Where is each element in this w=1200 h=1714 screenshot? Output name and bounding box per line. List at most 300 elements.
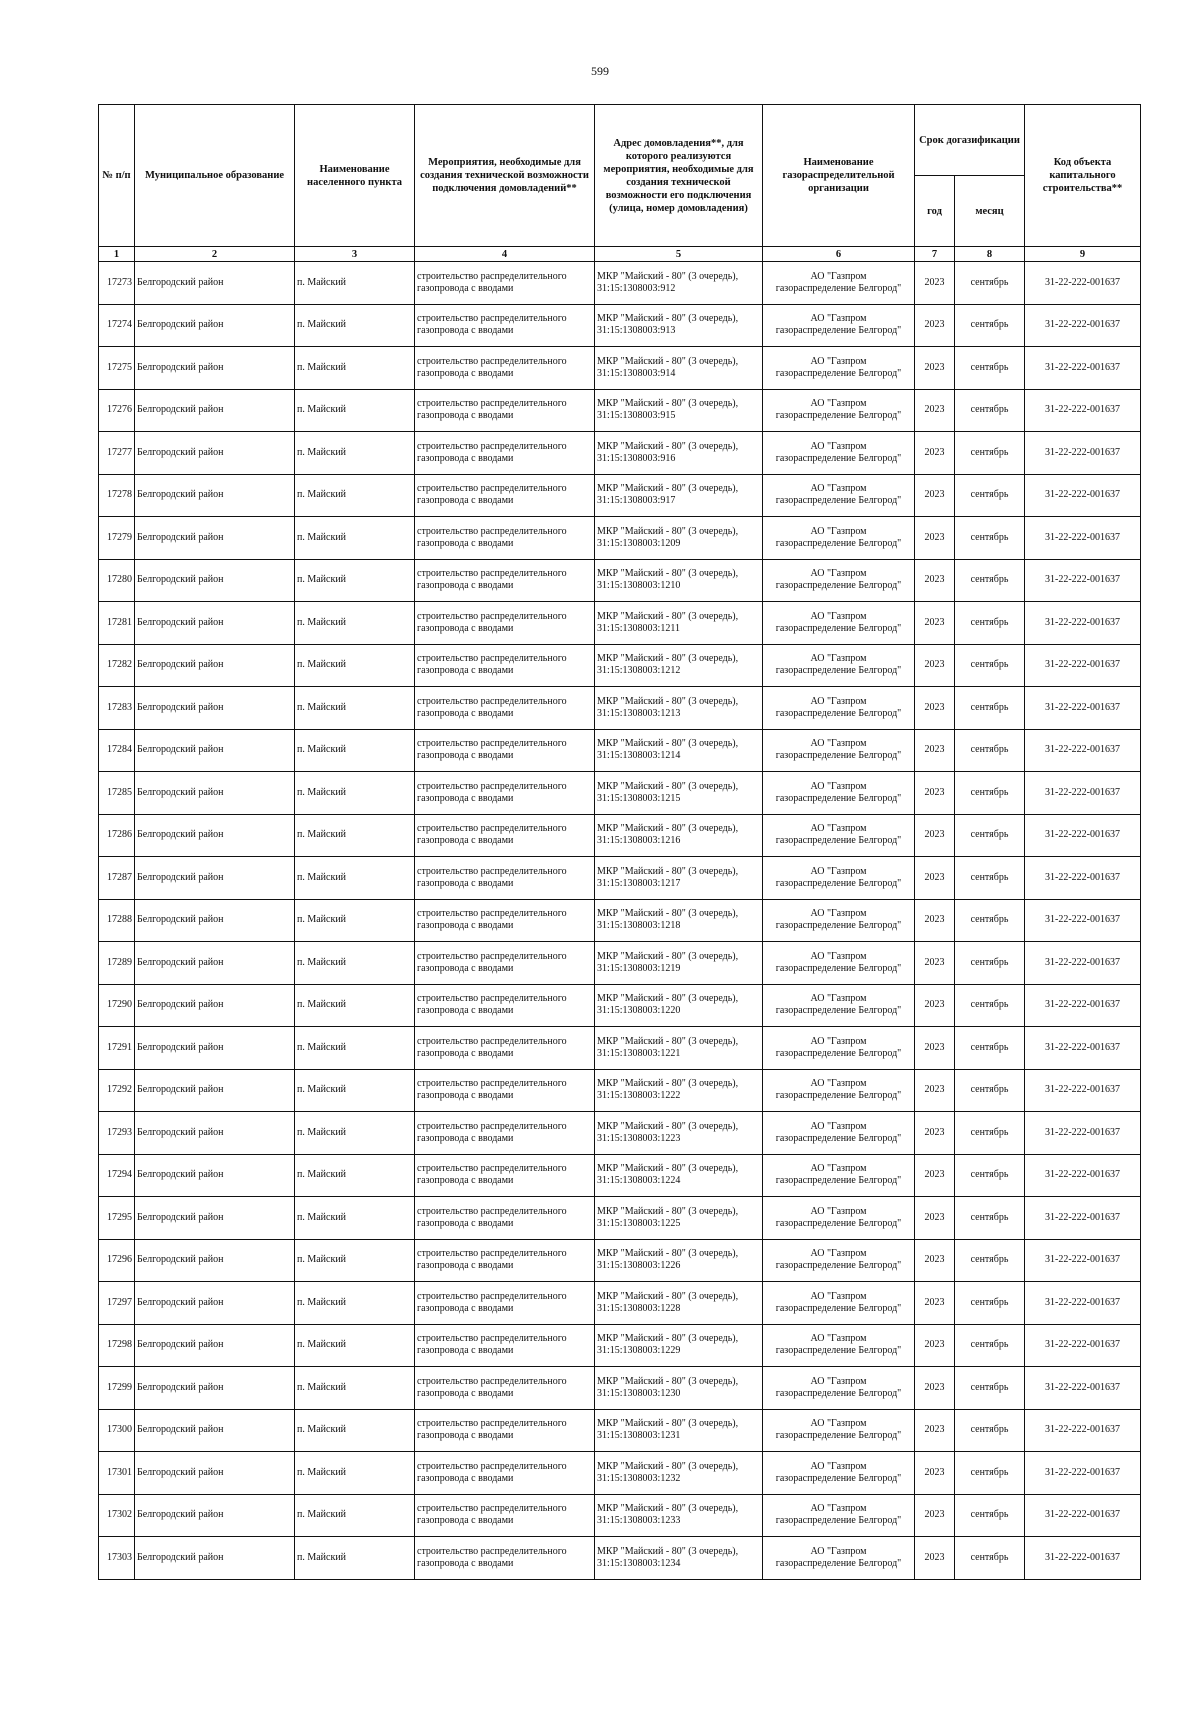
table-row: [99, 389, 1141, 432]
cell-municipality: Белгородский район: [135, 1367, 295, 1410]
cell-org-line2: газораспределение Белгород": [775, 920, 902, 932]
header-org: Наименование газораспределительной организации: [763, 105, 915, 247]
cell-org: [763, 729, 915, 772]
cell-num: 17292: [99, 1069, 135, 1112]
cell-code: 31-22-222-001637: [1025, 1452, 1141, 1495]
cell-month: сентябрь: [955, 304, 1025, 347]
cell-code: 31-22-222-001637: [1025, 304, 1141, 347]
cell-code: 31-22-222-001637: [1025, 729, 1141, 772]
cell-address: [595, 1452, 763, 1495]
cell-municipality: Белгородский район: [135, 432, 295, 475]
cell-num: 17277: [99, 432, 135, 475]
cell-municipality: Белгородский район: [135, 389, 295, 432]
cell-settlement: п. Майский: [295, 644, 415, 687]
cell-address-cadastral: 31:15:1308003:1220: [597, 1005, 681, 1017]
table-row: [99, 1537, 1141, 1580]
cell-org-line2: газораспределение Белгород": [775, 1175, 902, 1187]
cell-org-line2: газораспределение Белгород": [775, 1260, 902, 1272]
table-row: [99, 857, 1141, 900]
cell-month: сентябрь: [955, 389, 1025, 432]
cell-address-street: МКР "Майский - 80" (3 очередь),: [597, 610, 739, 622]
cell-num: 17288: [99, 899, 135, 942]
cell-org-line2: газораспределение Белгород": [775, 792, 902, 804]
cell-address-street: МКР "Майский - 80" (3 очередь),: [597, 1078, 739, 1090]
cell-measure: строительство распределительного газопровода с вводами: [415, 1409, 595, 1452]
cell-code: 31-22-222-001637: [1025, 644, 1141, 687]
cell-code: 31-22-222-001637: [1025, 1367, 1141, 1410]
cell-year: 2023: [915, 1154, 955, 1197]
cell-measure: строительство распределительного газопровода с вводами: [415, 984, 595, 1027]
cell-address-cadastral: 31:15:1308003:912: [597, 282, 676, 294]
cell-address: [595, 687, 763, 730]
cell-address-cadastral: 31:15:1308003:1216: [597, 835, 681, 847]
table-row: [99, 899, 1141, 942]
cell-settlement: п. Майский: [295, 304, 415, 347]
cell-address-cadastral: 31:15:1308003:1232: [597, 1472, 681, 1484]
cell-org-line2: газораспределение Белгород": [775, 452, 902, 464]
cell-municipality: Белгородский район: [135, 602, 295, 645]
cell-year: 2023: [915, 1367, 955, 1410]
cell-month: сентябрь: [955, 1494, 1025, 1537]
cell-org-line1: АО "Газпром: [810, 440, 867, 452]
header-municipality: Муниципальное образование: [135, 105, 295, 247]
header-address: Адрес домовладения**, для которого реализуются мероприятия, необходимые для создания технической возможности его подключения (улица, номер домовладения): [595, 105, 763, 247]
cell-address-cadastral: 31:15:1308003:1218: [597, 920, 681, 932]
cell-year: 2023: [915, 559, 955, 602]
cell-address: [595, 857, 763, 900]
header-month: месяц: [955, 176, 1025, 247]
cell-year: 2023: [915, 814, 955, 857]
cell-org-line2: газораспределение Белгород": [775, 622, 902, 634]
cell-org-line1: АО "Газпром: [810, 1375, 867, 1387]
cell-org-line1: АО "Газпром: [810, 1078, 867, 1090]
cell-address-street: МКР "Майский - 80" (3 очередь),: [597, 695, 739, 707]
table-row: [99, 1112, 1141, 1155]
cell-address: [595, 1409, 763, 1452]
cell-num: 17298: [99, 1324, 135, 1367]
cell-org: [763, 1154, 915, 1197]
cell-year: 2023: [915, 772, 955, 815]
cell-month: сентябрь: [955, 1324, 1025, 1367]
table-row: [99, 1027, 1141, 1070]
cell-org-line1: АО "Газпром: [810, 610, 867, 622]
cell-org-line1: АО "Газпром: [810, 1545, 867, 1557]
cell-num: 17281: [99, 602, 135, 645]
cell-org-line2: газораспределение Белгород": [775, 665, 902, 677]
cell-month: сентябрь: [955, 1367, 1025, 1410]
cell-municipality: Белгородский район: [135, 1112, 295, 1155]
cell-address-street: МКР "Майский - 80" (3 очередь),: [597, 1375, 739, 1387]
cell-num: 17278: [99, 474, 135, 517]
cell-month: сентябрь: [955, 517, 1025, 560]
cell-org-line1: АО "Газпром: [810, 313, 867, 325]
cell-num: 17286: [99, 814, 135, 857]
cell-settlement: п. Майский: [295, 772, 415, 815]
cell-address: [595, 729, 763, 772]
table-header: [99, 105, 1141, 262]
cell-year: 2023: [915, 1197, 955, 1240]
table-row: [99, 262, 1141, 305]
cell-year: 2023: [915, 432, 955, 475]
cell-month: сентябрь: [955, 474, 1025, 517]
cell-num: 17276: [99, 389, 135, 432]
table-row: [99, 814, 1141, 857]
cell-address-cadastral: 31:15:1308003:913: [597, 325, 676, 337]
cell-address-cadastral: 31:15:1308003:1229: [597, 1345, 681, 1357]
cell-address-cadastral: 31:15:1308003:1222: [597, 1090, 681, 1102]
cell-year: 2023: [915, 1452, 955, 1495]
cell-org-line2: газораспределение Белгород": [775, 1387, 902, 1399]
cell-address-street: МКР "Майский - 80" (3 очередь),: [597, 483, 739, 495]
column-number: 9: [1025, 247, 1141, 262]
cell-year: 2023: [915, 1112, 955, 1155]
cell-address-street: МКР "Майский - 80" (3 очередь),: [597, 908, 739, 920]
cell-address-street: МКР "Майский - 80" (3 очередь),: [597, 993, 739, 1005]
cell-settlement: п. Майский: [295, 517, 415, 560]
cell-num: 17289: [99, 942, 135, 985]
cell-municipality: Белгородский район: [135, 984, 295, 1027]
cell-address-cadastral: 31:15:1308003:1210: [597, 580, 681, 592]
cell-address-cadastral: 31:15:1308003:1215: [597, 792, 681, 804]
cell-year: 2023: [915, 1537, 955, 1580]
cell-org-line2: газораспределение Белгород": [775, 282, 902, 294]
cell-code: 31-22-222-001637: [1025, 857, 1141, 900]
column-number: 1: [99, 247, 135, 262]
cell-month: сентябрь: [955, 1069, 1025, 1112]
cell-address-cadastral: 31:15:1308003:1212: [597, 665, 681, 677]
cell-settlement: п. Майский: [295, 559, 415, 602]
cell-measure: строительство распределительного газопровода с вводами: [415, 942, 595, 985]
cell-year: 2023: [915, 1409, 955, 1452]
cell-settlement: п. Майский: [295, 729, 415, 772]
cell-org-line1: АО "Газпром: [810, 355, 867, 367]
table-row: [99, 942, 1141, 985]
cell-year: 2023: [915, 644, 955, 687]
cell-year: 2023: [915, 729, 955, 772]
cell-address-street: МКР "Майский - 80" (3 очередь),: [597, 1205, 739, 1217]
cell-address-street: МКР "Майский - 80" (3 очередь),: [597, 1035, 739, 1047]
column-number: 8: [955, 247, 1025, 262]
cell-month: сентябрь: [955, 1537, 1025, 1580]
cell-address-cadastral: 31:15:1308003:1230: [597, 1387, 681, 1399]
cell-address-street: МКР "Майский - 80" (3 очередь),: [597, 823, 739, 835]
cell-org-line2: газораспределение Белгород": [775, 1345, 902, 1357]
cell-municipality: Белгородский район: [135, 687, 295, 730]
cell-settlement: п. Майский: [295, 1494, 415, 1537]
cell-measure: строительство распределительного газопровода с вводами: [415, 304, 595, 347]
header-code: Код объекта капитального строительства**: [1025, 105, 1141, 247]
cell-settlement: п. Майский: [295, 857, 415, 900]
column-number: 6: [763, 247, 915, 262]
cell-org-line1: АО "Газпром: [810, 993, 867, 1005]
cell-code: 31-22-222-001637: [1025, 517, 1141, 560]
cell-address: [595, 262, 763, 305]
cell-address-street: МКР "Майский - 80" (3 очередь),: [597, 1418, 739, 1430]
cell-address-street: МКР "Майский - 80" (3 очередь),: [597, 1163, 739, 1175]
table-row: [99, 984, 1141, 1027]
cell-org: [763, 772, 915, 815]
cell-address: [595, 304, 763, 347]
cell-measure: строительство распределительного газопровода с вводами: [415, 1537, 595, 1580]
cell-settlement: п. Майский: [295, 602, 415, 645]
table-row: [99, 559, 1141, 602]
cell-org-line1: АО "Газпром: [810, 695, 867, 707]
table-row: [99, 1452, 1141, 1495]
cell-settlement: п. Майский: [295, 1537, 415, 1580]
cell-month: сентябрь: [955, 772, 1025, 815]
cell-org-line1: АО "Газпром: [810, 780, 867, 792]
cell-address-cadastral: 31:15:1308003:914: [597, 367, 676, 379]
cell-municipality: Белгородский район: [135, 1154, 295, 1197]
cell-address-street: МКР "Майский - 80" (3 очередь),: [597, 568, 739, 580]
cell-municipality: Белгородский район: [135, 772, 295, 815]
cell-address: [595, 1069, 763, 1112]
cell-org: [763, 1069, 915, 1112]
cell-num: 17287: [99, 857, 135, 900]
cell-address-street: МКР "Майский - 80" (3 очередь),: [597, 1290, 739, 1302]
cell-org-line1: АО "Газпром: [810, 1418, 867, 1430]
cell-address-cadastral: 31:15:1308003:1226: [597, 1260, 681, 1272]
cell-month: сентябрь: [955, 1239, 1025, 1282]
table-row: [99, 304, 1141, 347]
cell-address-street: МКР "Майский - 80" (3 очередь),: [597, 865, 739, 877]
cell-address: [595, 1537, 763, 1580]
cell-code: 31-22-222-001637: [1025, 559, 1141, 602]
cell-settlement: п. Майский: [295, 1154, 415, 1197]
cell-org: [763, 517, 915, 560]
cell-municipality: Белгородский район: [135, 1409, 295, 1452]
cell-address: [595, 772, 763, 815]
table-row: [99, 1324, 1141, 1367]
cell-num: 17285: [99, 772, 135, 815]
cell-measure: строительство распределительного газопровода с вводами: [415, 1324, 595, 1367]
cell-municipality: Белгородский район: [135, 729, 295, 772]
cell-settlement: п. Майский: [295, 1239, 415, 1282]
cell-address: [595, 432, 763, 475]
cell-settlement: п. Майский: [295, 389, 415, 432]
cell-month: сентябрь: [955, 1154, 1025, 1197]
cell-org-line1: АО "Газпром: [810, 1205, 867, 1217]
cell-municipality: Белгородский район: [135, 474, 295, 517]
cell-month: сентябрь: [955, 1197, 1025, 1240]
cell-measure: строительство распределительного газопровода с вводами: [415, 1452, 595, 1495]
cell-org-line1: АО "Газпром: [810, 1163, 867, 1175]
cell-measure: строительство распределительного газопровода с вводами: [415, 729, 595, 772]
cell-code: 31-22-222-001637: [1025, 1154, 1141, 1197]
cell-measure: строительство распределительного газопровода с вводами: [415, 432, 595, 475]
cell-settlement: п. Майский: [295, 1409, 415, 1452]
cell-year: 2023: [915, 1027, 955, 1070]
header-year: год: [915, 176, 955, 247]
header-term: Срок догазификации: [915, 105, 1025, 176]
cell-address: [595, 1324, 763, 1367]
cell-year: 2023: [915, 347, 955, 390]
cell-code: 31-22-222-001637: [1025, 899, 1141, 942]
cell-municipality: Белгородский район: [135, 1324, 295, 1367]
cell-code: 31-22-222-001637: [1025, 772, 1141, 815]
cell-code: 31-22-222-001637: [1025, 1197, 1141, 1240]
column-number: 2: [135, 247, 295, 262]
cell-address-cadastral: 31:15:1308003:1225: [597, 1217, 681, 1229]
cell-org-line1: АО "Газпром: [810, 823, 867, 835]
cell-code: 31-22-222-001637: [1025, 687, 1141, 730]
cell-settlement: п. Майский: [295, 1112, 415, 1155]
cell-month: сентябрь: [955, 1409, 1025, 1452]
cell-address-cadastral: 31:15:1308003:1219: [597, 962, 681, 974]
cell-year: 2023: [915, 1282, 955, 1325]
cell-org-line2: газораспределение Белгород": [775, 962, 902, 974]
column-number: 7: [915, 247, 955, 262]
cell-measure: строительство распределительного газопровода с вводами: [415, 602, 595, 645]
cell-address: [595, 942, 763, 985]
cell-municipality: Белгородский район: [135, 559, 295, 602]
table-row: [99, 1069, 1141, 1112]
table-row: [99, 644, 1141, 687]
column-number: 5: [595, 247, 763, 262]
cell-address-cadastral: 31:15:1308003:1214: [597, 750, 681, 762]
cell-org-line1: АО "Газпром: [810, 398, 867, 410]
cell-municipality: Белгородский район: [135, 1027, 295, 1070]
cell-org: [763, 1324, 915, 1367]
cell-month: сентябрь: [955, 262, 1025, 305]
cell-municipality: Белгородский район: [135, 1537, 295, 1580]
cell-measure: строительство распределительного газопровода с вводами: [415, 1282, 595, 1325]
cell-org-line2: газораспределение Белгород": [775, 537, 902, 549]
cell-year: 2023: [915, 602, 955, 645]
gasification-table: [98, 104, 1141, 1580]
cell-municipality: Белгородский район: [135, 942, 295, 985]
cell-measure: строительство распределительного газопровода с вводами: [415, 517, 595, 560]
cell-org-line2: газораспределение Белгород": [775, 580, 902, 592]
cell-num: 17291: [99, 1027, 135, 1070]
cell-year: 2023: [915, 1494, 955, 1537]
cell-settlement: п. Майский: [295, 1069, 415, 1112]
cell-address-cadastral: 31:15:1308003:1223: [597, 1132, 681, 1144]
cell-address-street: МКР "Майский - 80" (3 очередь),: [597, 950, 739, 962]
cell-address-cadastral: 31:15:1308003:1234: [597, 1557, 681, 1569]
cell-address-cadastral: 31:15:1308003:1211: [597, 622, 680, 634]
cell-month: сентябрь: [955, 1452, 1025, 1495]
cell-settlement: п. Майский: [295, 1027, 415, 1070]
cell-year: 2023: [915, 984, 955, 1027]
cell-num: 17282: [99, 644, 135, 687]
cell-org-line2: газораспределение Белгород": [775, 835, 902, 847]
cell-year: 2023: [915, 857, 955, 900]
cell-num: 17293: [99, 1112, 135, 1155]
cell-org-line1: АО "Газпром: [810, 483, 867, 495]
cell-org-line2: газораспределение Белгород": [775, 1090, 902, 1102]
cell-org: [763, 1537, 915, 1580]
cell-municipality: Белгородский район: [135, 1282, 295, 1325]
table-row: [99, 1494, 1141, 1537]
cell-address-cadastral: 31:15:1308003:917: [597, 495, 676, 507]
cell-org-line2: газораспределение Белгород": [775, 1047, 902, 1059]
cell-month: сентябрь: [955, 347, 1025, 390]
cell-code: 31-22-222-001637: [1025, 262, 1141, 305]
cell-measure: строительство распределительного газопровода с вводами: [415, 857, 595, 900]
cell-address: [595, 1027, 763, 1070]
cell-settlement: п. Майский: [295, 1282, 415, 1325]
table-row: [99, 1239, 1141, 1282]
cell-address-cadastral: 31:15:1308003:1228: [597, 1302, 681, 1314]
cell-num: 17299: [99, 1367, 135, 1410]
cell-municipality: Белгородский район: [135, 899, 295, 942]
cell-code: 31-22-222-001637: [1025, 1027, 1141, 1070]
cell-month: сентябрь: [955, 432, 1025, 475]
cell-settlement: п. Майский: [295, 1197, 415, 1240]
cell-address: [595, 1154, 763, 1197]
cell-address-cadastral: 31:15:1308003:1231: [597, 1430, 681, 1442]
cell-org-line2: газораспределение Белгород": [775, 495, 902, 507]
cell-month: сентябрь: [955, 687, 1025, 730]
cell-code: 31-22-222-001637: [1025, 389, 1141, 432]
cell-org: [763, 644, 915, 687]
cell-code: 31-22-222-001637: [1025, 984, 1141, 1027]
cell-address: [595, 1367, 763, 1410]
cell-address-street: МКР "Майский - 80" (3 очередь),: [597, 738, 739, 750]
cell-year: 2023: [915, 687, 955, 730]
cell-org-line2: газораспределение Белгород": [775, 707, 902, 719]
cell-num: 17273: [99, 262, 135, 305]
cell-org: [763, 984, 915, 1027]
table-row: [99, 1197, 1141, 1240]
cell-org-line1: АО "Газпром: [810, 1503, 867, 1515]
cell-address-street: МКР "Майский - 80" (3 очередь),: [597, 398, 739, 410]
header-measures: Мероприятия, необходимые для создания технической возможности подключения домовладений**: [415, 105, 595, 247]
cell-month: сентябрь: [955, 1282, 1025, 1325]
cell-address: [595, 1239, 763, 1282]
cell-address-street: МКР "Майский - 80" (3 очередь),: [597, 355, 739, 367]
cell-code: 31-22-222-001637: [1025, 474, 1141, 517]
cell-org-line1: АО "Газпром: [810, 270, 867, 282]
cell-org-line1: АО "Газпром: [810, 738, 867, 750]
cell-org-line2: газораспределение Белгород": [775, 1472, 902, 1484]
cell-address-cadastral: 31:15:1308003:916: [597, 452, 676, 464]
cell-org: [763, 1452, 915, 1495]
cell-org-line2: газораспределение Белгород": [775, 1557, 902, 1569]
cell-org-line2: газораспределение Белгород": [775, 1302, 902, 1314]
cell-org: [763, 1409, 915, 1452]
cell-address-cadastral: 31:15:1308003:1224: [597, 1175, 681, 1187]
cell-month: сентябрь: [955, 814, 1025, 857]
cell-municipality: Белгородский район: [135, 262, 295, 305]
cell-municipality: Белгородский район: [135, 347, 295, 390]
cell-org-line2: газораспределение Белгород": [775, 367, 902, 379]
cell-measure: строительство распределительного газопровода с вводами: [415, 559, 595, 602]
cell-settlement: п. Майский: [295, 814, 415, 857]
cell-org-line1: АО "Газпром: [810, 950, 867, 962]
cell-address: [595, 1282, 763, 1325]
cell-address: [595, 1197, 763, 1240]
table-body: [99, 262, 1141, 1580]
cell-settlement: п. Майский: [295, 474, 415, 517]
cell-municipality: Белгородский район: [135, 1197, 295, 1240]
cell-org: [763, 687, 915, 730]
cell-num: 17284: [99, 729, 135, 772]
page-number: 599: [591, 64, 609, 78]
cell-org: [763, 942, 915, 985]
cell-num: 17274: [99, 304, 135, 347]
cell-address-street: МКР "Майский - 80" (3 очередь),: [597, 440, 739, 452]
cell-month: сентябрь: [955, 984, 1025, 1027]
cell-num: 17296: [99, 1239, 135, 1282]
cell-org-line1: АО "Газпром: [810, 653, 867, 665]
cell-measure: строительство распределительного газопровода с вводами: [415, 1027, 595, 1070]
cell-org-line1: АО "Газпром: [810, 865, 867, 877]
cell-address-cadastral: 31:15:1308003:1221: [597, 1047, 681, 1059]
cell-municipality: Белгородский район: [135, 857, 295, 900]
cell-measure: строительство распределительного газопровода с вводами: [415, 644, 595, 687]
